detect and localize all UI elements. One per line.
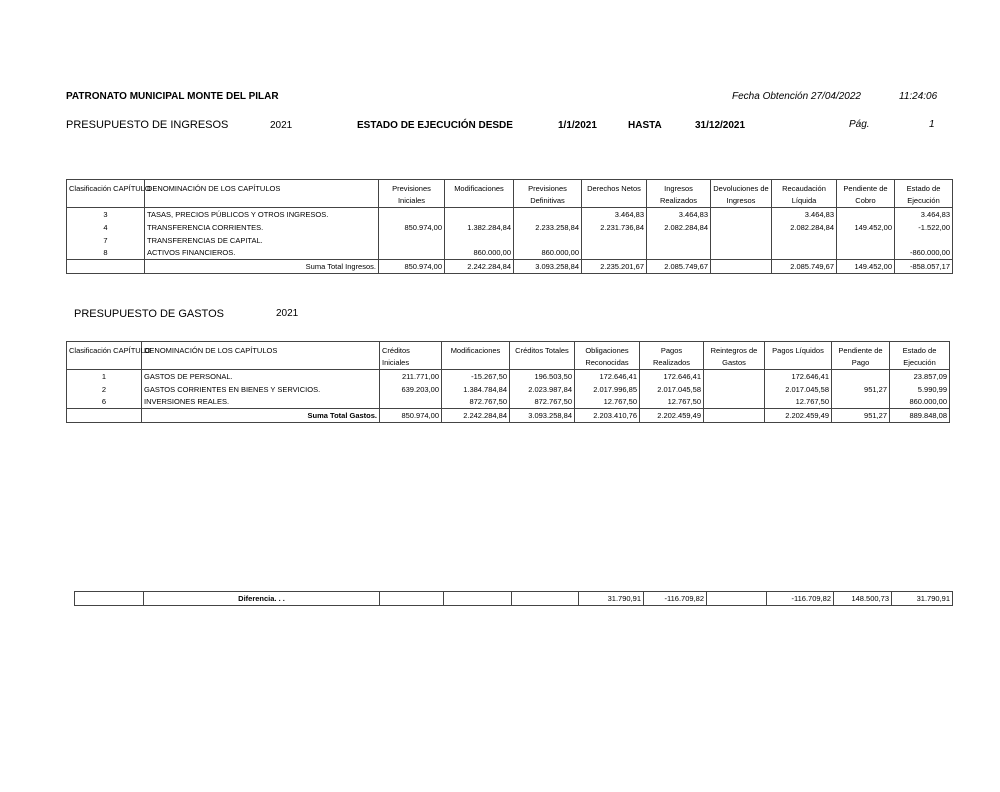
col-modificaciones: Modificaciones — [445, 180, 514, 208]
cell-denominacion: GASTOS DE PERSONAL. — [142, 370, 380, 383]
cell-c5: 196.503,50 — [510, 370, 575, 383]
cell-c9: 2.082.284,84 — [772, 221, 837, 234]
col-creditos-iniciales: Créditos Iniciales — [380, 342, 442, 370]
cell-c5: 2.233.258,84 — [514, 221, 582, 234]
cell-c8 — [704, 383, 765, 396]
cell-clasificacion: 7 — [67, 234, 145, 247]
cell-c9: -116.709,82 — [767, 592, 834, 606]
cell-c9: 3.464,83 — [772, 208, 837, 221]
cell-c11: 31.790,91 — [892, 592, 953, 606]
cell-clasificacion: 1 — [67, 370, 142, 383]
cell-c5: 3.093.258,84 — [514, 260, 582, 274]
year: 2021 — [270, 120, 293, 131]
col-ingresos-realizados: Ingresos Realizados — [647, 180, 711, 208]
pag-label: Pág. — [849, 119, 870, 130]
cell-c10 — [837, 234, 895, 247]
gastos-header-row — [67, 342, 950, 370]
ingresos-total-row — [67, 260, 953, 274]
cell-clasificacion: 2 — [67, 383, 142, 396]
presupuesto-ingresos-title: PRESUPUESTO DE INGRESOS — [66, 119, 229, 131]
gastos-year: 2021 — [276, 308, 299, 319]
cell-c11: -858.057,17 — [895, 260, 953, 274]
cell-c7 — [647, 247, 711, 260]
cell-c10: 148.500,73 — [834, 592, 892, 606]
cell-c3: 850.974,00 — [379, 260, 445, 274]
cell-c7: 172.646,41 — [640, 370, 704, 383]
cell-denominacion: TRANSFERENCIA CORRIENTES. — [145, 221, 379, 234]
cell-c3 — [380, 396, 442, 409]
cell-c6: 2.231.736,84 — [582, 221, 647, 234]
cell-clasificacion — [67, 409, 142, 423]
gastos-total-row — [67, 409, 950, 423]
gastos-row — [67, 396, 950, 409]
cell-c7: 12.767,50 — [640, 396, 704, 409]
cell-c10 — [832, 396, 890, 409]
hasta-label: HASTA — [628, 120, 662, 131]
cell-c5 — [514, 208, 582, 221]
cell-denominacion: Diferencia. . . — [144, 592, 380, 606]
cell-c3 — [380, 592, 444, 606]
cell-c9: 12.767,50 — [765, 396, 832, 409]
col-previsiones-definitivas: Previsiones Definitivas — [514, 180, 582, 208]
cell-c3 — [379, 247, 445, 260]
cell-c3 — [379, 234, 445, 247]
gastos-row — [67, 383, 950, 396]
col-reintegros-gastos: Reintegros de Gastos — [704, 342, 765, 370]
col-previsiones-iniciales: Previsiones Iniciales — [379, 180, 445, 208]
cell-c4 — [444, 592, 512, 606]
cell-c6: 3.464,83 — [582, 208, 647, 221]
gastos-table — [66, 341, 950, 423]
col-pendiente-cobro: Pendiente de Cobro — [837, 180, 895, 208]
cell-c10: 951,27 — [832, 383, 890, 396]
cell-c7: -116.709,82 — [644, 592, 707, 606]
fecha-hasta: 31/12/2021 — [695, 120, 746, 131]
cell-c9: 2.085.749,67 — [772, 260, 837, 274]
cell-c6: 31.790,91 — [579, 592, 644, 606]
cell-c7 — [647, 234, 711, 247]
cell-c9: 2.017.045,58 — [765, 383, 832, 396]
ingresos-header-row — [67, 180, 953, 208]
cell-c3: 639.203,00 — [380, 383, 442, 396]
cell-c9 — [772, 234, 837, 247]
fecha-obtencion: Fecha Obtención 27/04/2022 — [732, 91, 861, 102]
cell-c7: 2.082.284,84 — [647, 221, 711, 234]
col-devoluciones: Devoluciones de Ingresos — [711, 180, 772, 208]
col-estado-ejecucion: Estado de Ejecución — [895, 180, 953, 208]
cell-c11: -1.522,00 — [895, 221, 953, 234]
cell-c8 — [711, 208, 772, 221]
cell-c6: 2.203.410,76 — [575, 409, 640, 423]
cell-c5 — [514, 234, 582, 247]
cell-c6 — [582, 234, 647, 247]
cell-c4: 1.384.784,84 — [442, 383, 510, 396]
cell-c5: 2.023.987,84 — [510, 383, 575, 396]
cell-c4: 1.382.284,84 — [445, 221, 514, 234]
cell-c3: 850.974,00 — [380, 409, 442, 423]
cell-c10 — [837, 208, 895, 221]
col-pagos-realizados: Pagos Realizados — [640, 342, 704, 370]
cell-c6: 12.767,50 — [575, 396, 640, 409]
cell-clasificacion — [75, 592, 144, 606]
cell-clasificacion: 6 — [67, 396, 142, 409]
cell-c7: 2.202.459,49 — [640, 409, 704, 423]
pag-number: 1 — [929, 119, 935, 130]
cell-c6: 2.017.996,85 — [575, 383, 640, 396]
cell-c8 — [704, 396, 765, 409]
cell-c3: 850.974,00 — [379, 221, 445, 234]
cell-clasificacion: 8 — [67, 247, 145, 260]
cell-clasificacion — [67, 260, 145, 274]
cell-c5: 872.767,50 — [510, 396, 575, 409]
cell-denominacion: ACTIVOS FINANCIEROS. — [145, 247, 379, 260]
hora: 11:24:06 — [899, 91, 938, 102]
ingresos-row — [67, 247, 953, 260]
diferencia-table — [74, 591, 953, 606]
cell-denominacion: Suma Total Gastos. — [142, 409, 380, 423]
cell-c8 — [704, 409, 765, 423]
cell-c11: 3.464,83 — [895, 208, 953, 221]
cell-c9: 172.646,41 — [765, 370, 832, 383]
cell-c4: 860.000,00 — [445, 247, 514, 260]
presupuesto-gastos-title: PRESUPUESTO DE GASTOS — [74, 308, 224, 320]
cell-c10: 951,27 — [832, 409, 890, 423]
cell-c11: 860.000,00 — [890, 396, 950, 409]
col-clasificacion: Clasificación CAPÍTULO — [67, 342, 142, 370]
cell-c11: -860.000,00 — [895, 247, 953, 260]
col-clasificacion: Clasificación CAPÍTULO — [67, 180, 145, 208]
cell-c10: 149.452,00 — [837, 221, 895, 234]
ingresos-table — [66, 179, 953, 274]
cell-c7: 3.464,83 — [647, 208, 711, 221]
cell-c8 — [711, 221, 772, 234]
estado-ejecucion-label: ESTADO DE EJECUCIÓN DESDE — [357, 120, 513, 131]
cell-clasificacion: 4 — [67, 221, 145, 234]
cell-c5 — [512, 592, 579, 606]
cell-c10: 149.452,00 — [837, 260, 895, 274]
cell-clasificacion: 3 — [67, 208, 145, 221]
cell-denominacion: Suma Total Ingresos. — [145, 260, 379, 274]
cell-c6 — [582, 247, 647, 260]
org-title: PATRONATO MUNICIPAL MONTE DEL PILAR — [66, 91, 279, 102]
cell-c10 — [832, 370, 890, 383]
ingresos-row — [67, 208, 953, 221]
cell-c4: 872.767,50 — [442, 396, 510, 409]
cell-c9 — [772, 247, 837, 260]
diferencia-row — [75, 592, 953, 606]
cell-c3 — [379, 208, 445, 221]
cell-c4 — [445, 234, 514, 247]
cell-c5: 860.000,00 — [514, 247, 582, 260]
cell-c4: -15.267,50 — [442, 370, 510, 383]
col-pendiente-pago: Pendiente de Pago — [832, 342, 890, 370]
cell-c7: 2.085.749,67 — [647, 260, 711, 274]
col-recaudacion-liquida: Recaudación Líquida — [772, 180, 837, 208]
cell-c9: 2.202.459,49 — [765, 409, 832, 423]
col-denominacion: DENOMINACIÓN DE LOS CAPÍTULOS — [142, 342, 380, 370]
cell-c8 — [711, 234, 772, 247]
cell-c8 — [707, 592, 767, 606]
cell-denominacion: INVERSIONES REALES. — [142, 396, 380, 409]
gastos-row — [67, 370, 950, 383]
col-pagos-liquidos: Pagos Líquidos — [765, 342, 832, 370]
cell-denominacion: GASTOS CORRIENTES EN BIENES Y SERVICIOS. — [142, 383, 380, 396]
cell-c5: 3.093.258,84 — [510, 409, 575, 423]
col-estado-ejecucion: Estado de Ejecución — [890, 342, 950, 370]
ingresos-row — [67, 221, 953, 234]
cell-c11: 23.857,09 — [890, 370, 950, 383]
cell-c8 — [711, 260, 772, 274]
cell-c3: 211.771,00 — [380, 370, 442, 383]
col-derechos-netos: Derechos Netos — [582, 180, 647, 208]
col-modificaciones: Modificaciones — [442, 342, 510, 370]
col-obligaciones-reconocidas: Obligaciones Reconocidas — [575, 342, 640, 370]
cell-c11: 889.848,08 — [890, 409, 950, 423]
cell-c6: 172.646,41 — [575, 370, 640, 383]
col-creditos-totales: Créditos Totales — [510, 342, 575, 370]
cell-denominacion: TASAS, PRECIOS PÚBLICOS Y OTROS INGRESOS. — [145, 208, 379, 221]
cell-c7: 2.017.045,58 — [640, 383, 704, 396]
ingresos-row — [67, 234, 953, 247]
cell-c4: 2.242.284,84 — [442, 409, 510, 423]
col-denominacion: DENOMINACIÓN DE LOS CAPÍTULOS — [145, 180, 379, 208]
cell-c8 — [711, 247, 772, 260]
cell-c8 — [704, 370, 765, 383]
cell-c6: 2.235.201,67 — [582, 260, 647, 274]
cell-c10 — [837, 247, 895, 260]
fecha-desde: 1/1/2021 — [558, 120, 597, 131]
cell-c11 — [895, 234, 953, 247]
cell-denominacion: TRANSFERENCIAS DE CAPITAL. — [145, 234, 379, 247]
cell-c4 — [445, 208, 514, 221]
cell-c11: 5.990,99 — [890, 383, 950, 396]
cell-c4: 2.242.284,84 — [445, 260, 514, 274]
